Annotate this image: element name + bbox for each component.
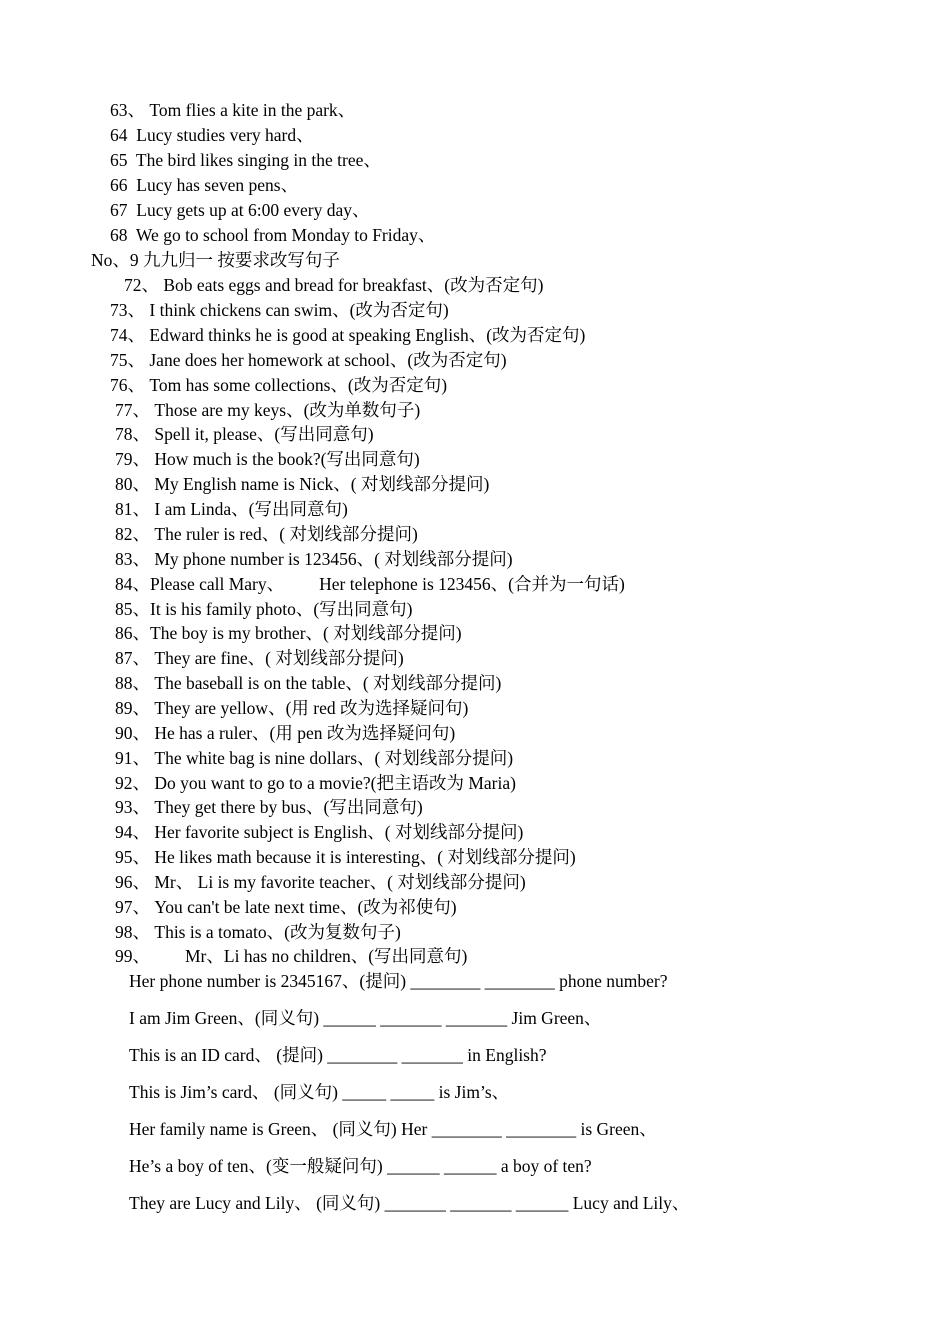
sentence-65: 65 The bird likes singing in the tree、 — [110, 150, 381, 170]
fill-blank-3: This is an ID card、 (提问) ________ _______ in English? — [129, 1045, 547, 1065]
fill-blank-6: He’s a boy of ten、(变一般疑问句) ______ ______ a boy of ten? — [129, 1156, 592, 1176]
exercise-91: 91、 The white bag is nine dollars、( 对划线部分提问) — [115, 748, 514, 768]
exercise-78: 78、 Spell it, please、(写出同意句) — [115, 424, 374, 444]
exercise-99: 99、 Mr、Li has no children、(写出同意句) — [115, 946, 468, 966]
exercise-95: 95、 He likes math because it is interesting、( 对划线部分提问) — [115, 847, 576, 867]
exercise-94: 94、 Her favorite subject is English、( 对划线部分提问) — [115, 822, 524, 842]
sentence-64: 64 Lucy studies very hard、 — [110, 125, 314, 145]
exercise-98: 98、 This is a tomato、(改为复数句子) — [115, 922, 401, 942]
fill-blank-4: This is Jim’s card、 (同义句) _____ _____ is Jim’s、 — [129, 1082, 510, 1102]
fill-blank-2: I am Jim Green、(同义句) ______ _______ _______ Jim Green、 — [129, 1008, 602, 1028]
exercise-80: 80、 My English name is Nick、( 对划线部分提问) — [115, 474, 490, 494]
exercise-72: 72、 Bob eats eggs and bread for breakfast、(改为否定句) — [124, 275, 544, 295]
sentence-68: 68 We go to school from Monday to Friday、 — [110, 225, 436, 245]
exercise-97: 97、 You can't be late next time、(改为祁使句) — [115, 897, 457, 917]
exercise-81: 81、 I am Linda、(写出同意句) — [115, 499, 348, 519]
exercise-92: 92、 Do you want to go to a movie?(把主语改为 Maria) — [115, 773, 516, 793]
exercise-77: 77、 Those are my keys、(改为单数句子) — [115, 400, 421, 420]
exercise-88: 88、 The baseball is on the table、( 对划线部分提问) — [115, 673, 502, 693]
exercise-93: 93、 They get there by bus、(写出同意句) — [115, 797, 423, 817]
exercise-87: 87、 They are fine、( 对划线部分提问) — [115, 648, 404, 668]
fill-blank-1: Her phone number is 2345167、(提问) ________ ________ phone number? — [129, 971, 668, 991]
exercise-89: 89、 They are yellow、(用 red 改为选择疑问句) — [115, 698, 469, 718]
exercise-85: 85、It is his family photo、(写出同意句) — [115, 599, 413, 619]
exercise-84: 84、Please call Mary、 Her telephone is 123456、(合并为一句话) — [115, 574, 625, 594]
section-heading: No、9 九九归一 按要求改写句子 — [91, 250, 340, 270]
sentence-63: 63、 Tom flies a kite in the park、 — [110, 100, 356, 120]
exercise-86: 86、The boy is my brother、( 对划线部分提问) — [115, 623, 462, 643]
sentence-67: 67 Lucy gets up at 6:00 every day、 — [110, 200, 370, 220]
exercise-90: 90、 He has a ruler、(用 pen 改为选择疑问句) — [115, 723, 456, 743]
exercise-82: 82、 The ruler is red、( 对划线部分提问) — [115, 524, 418, 544]
exercise-75: 75、 Jane does her homework at school、(改为否定句) — [110, 350, 507, 370]
exercise-73: 73、 I think chickens can swim、(改为否定句) — [110, 300, 449, 320]
exercise-96: 96、 Mr、 Li is my favorite teacher、( 对划线部分提问) — [115, 872, 526, 892]
exercise-74: 74、 Edward thinks he is good at speaking English、(改为否定句) — [110, 325, 586, 345]
fill-blank-7: They are Lucy and Lily、 (同义句) _______ _______ ______ Lucy and Lily、 — [129, 1193, 690, 1213]
exercise-76: 76、 Tom has some collections、(改为否定句) — [110, 375, 448, 395]
sentence-66: 66 Lucy has seven pens、 — [110, 175, 299, 195]
exercise-79: 79、 How much is the book?(写出同意句) — [115, 449, 420, 469]
fill-blank-5: Her family name is Green、 (同义句) Her ________ ________ is Green、 — [129, 1119, 657, 1139]
exercise-83: 83、 My phone number is 123456、( 对划线部分提问) — [115, 549, 513, 569]
